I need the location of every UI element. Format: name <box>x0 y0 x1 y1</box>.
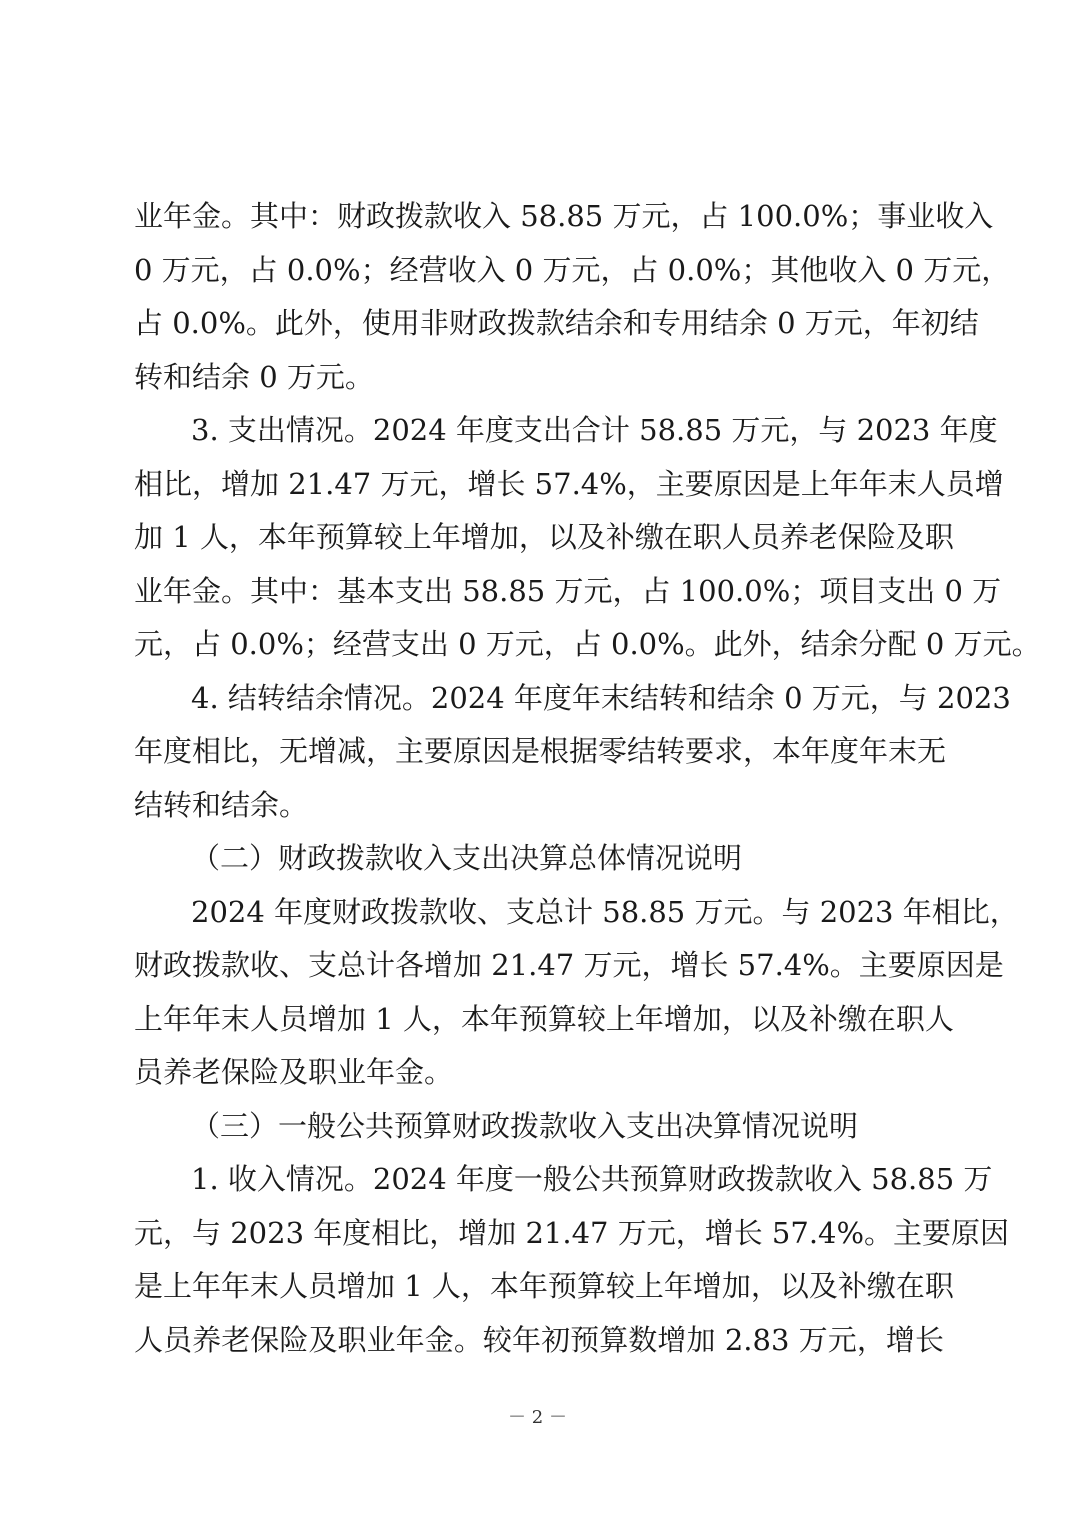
paragraph-income-start: 1. 收入情况。2024 年度一般公共预算财政拨款收入 58.85 万 <box>191 1162 993 1196</box>
text-line-1: 业年金。其中：财政拨款收入 58.85 万元，占 100.0%；事业收入 <box>134 199 994 233</box>
paragraph-carryover-start: 4. 结转结余情况。2024 年度年末结转和结余 0 万元，与 2023 <box>191 681 1011 715</box>
text-line-21: 是上年年末人员增加 1 人，本年预算较上年增加，以及补缴在职 <box>134 1269 954 1303</box>
text-line-2: 0 万元，占 0.0%；经营收入 0 万元，占 0.0%；其他收入 0 万元， <box>134 253 1011 287</box>
text-line-9: 元，占 0.0%；经营支出 0 万元，占 0.0%。此外，结余分配 0 万元。 <box>134 627 1041 661</box>
text-line-15: 财政拨款收、支总计各增加 21.47 万元，增长 57.4%。主要原因是 <box>134 948 1004 982</box>
paragraph-fiscal-total-start: 2024 年度财政拨款收、支总计 58.85 万元。与 2023 年相比， <box>191 895 1019 929</box>
section-heading-3: （三）一般公共预算财政拨款收入支出决算情况说明 <box>191 1109 859 1143</box>
text-line-7: 加 1 人，本年预算较上年增加，以及补缴在职人员养老保险及职 <box>134 520 954 554</box>
text-line-16: 上年年末人员增加 1 人，本年预算较上年增加，以及补缴在职人 <box>134 1002 954 1036</box>
text-line-8: 业年金。其中：基本支出 58.85 万元，占 100.0%；项目支出 0 万 <box>134 574 1002 608</box>
text-line-6: 相比，增加 21.47 万元，增长 57.4%，主要原因是上年年末人员增 <box>134 467 1004 501</box>
section-heading-2: （二）财政拨款收入支出决算总体情况说明 <box>191 841 743 875</box>
text-line-3: 占 0.0%。此外，使用非财政拨款结余和专用结余 0 万元，年初结 <box>134 306 979 340</box>
text-line-12: 结转和结余。 <box>134 788 309 822</box>
text-line-11: 年度相比，无增减，主要原因是根据零结转要求，本年度年末无 <box>134 734 947 768</box>
text-line-17: 员养老保险及职业年金。 <box>134 1055 454 1089</box>
paragraph-expenditure-start: 3. 支出情况。2024 年度支出合计 58.85 万元，与 2023 年度 <box>191 413 998 447</box>
page-number: － 2 － <box>508 1407 567 1428</box>
text-line-20: 元，与 2023 年度相比，增加 21.47 万元，增长 57.4%。主要原因 <box>134 1216 1010 1250</box>
text-line-22: 人员养老保险及职业年金。较年初预算数增加 2.83 万元，增长 <box>134 1323 944 1357</box>
text-line-4: 转和结余 0 万元。 <box>134 360 374 394</box>
